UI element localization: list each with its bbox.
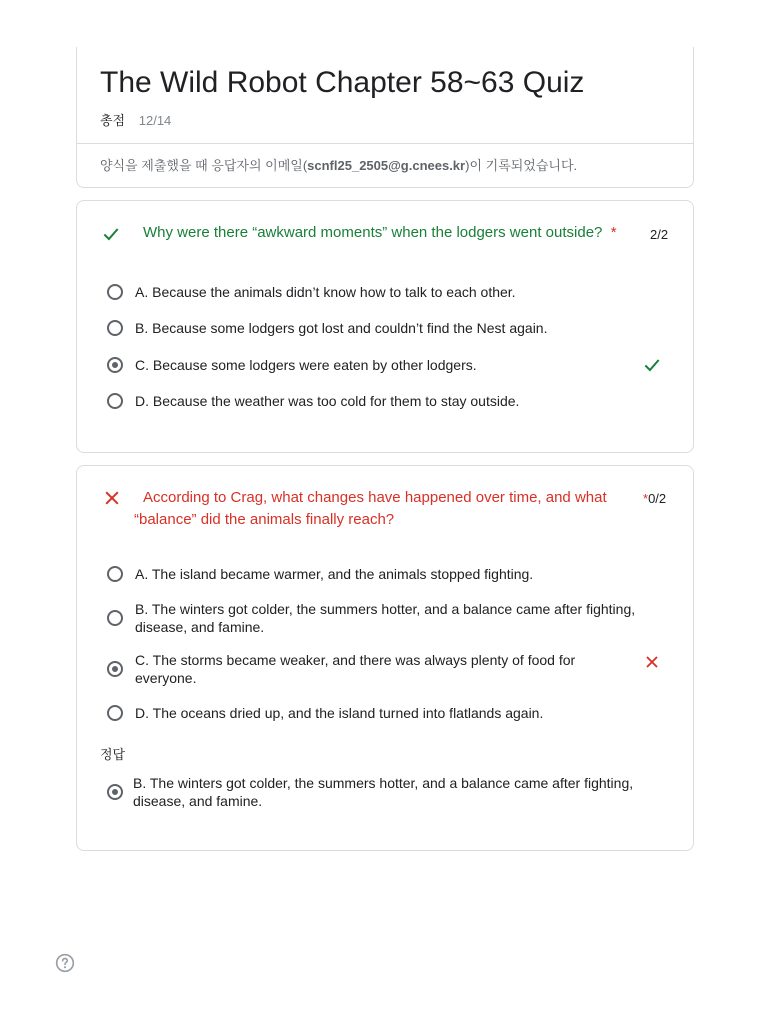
email-note — [100, 155, 577, 174]
radio-button[interactable] — [107, 320, 123, 336]
check-icon — [101, 224, 121, 244]
option-a[interactable] — [107, 565, 637, 583]
email-note-prefix: 양식을 제출했을 때 응답자의 이메일( — [100, 158, 308, 173]
help-icon[interactable] — [55, 953, 75, 973]
required-mark: * — [610, 224, 617, 241]
email-note-suffix: )이 기록되었습니다. — [465, 158, 578, 173]
option-d[interactable] — [107, 392, 519, 410]
option-label: B. The winters got colder, the summers hotter, and a balance came after fighting, disease, and famine. — [135, 601, 636, 635]
radio-button-selected[interactable] — [107, 661, 123, 677]
option-d[interactable] — [107, 704, 637, 722]
score-label: 총점 — [100, 113, 126, 128]
option-b[interactable] — [107, 600, 652, 636]
option-c[interactable] — [107, 356, 477, 374]
correct-answer-label: 정답 — [100, 747, 126, 762]
option-b[interactable] — [107, 319, 547, 337]
radio-button[interactable] — [107, 705, 123, 721]
radio-button[interactable] — [107, 566, 123, 582]
question-title: According to Crag, what changes have happened over time, and what “balance” did the animals finally reach? — [134, 489, 607, 528]
form-header-card — [76, 47, 694, 188]
close-icon — [102, 488, 122, 508]
option-c[interactable] — [107, 651, 597, 687]
option-label: C. Because some lodgers were eaten by other lodgers. — [135, 357, 477, 373]
question-points: 2/2 — [650, 227, 669, 242]
form-title: The Wild Robot Chapter 58~63 Quiz — [100, 66, 585, 99]
radio-button-selected — [107, 784, 123, 800]
score-value: 12/14 — [138, 113, 172, 128]
required-mark: * — [643, 491, 649, 506]
option-label: D. Because the weather was too cold for them to stay outside. — [135, 393, 520, 409]
question-points — [643, 491, 666, 506]
close-icon — [642, 652, 662, 672]
question-card-2 — [76, 465, 694, 851]
question-text: Why were there “awkward moments” when the lodgers went outside? — [143, 224, 603, 241]
option-label: C. The storms became weaker, and there was always plenty of food for everyone. — [135, 652, 576, 686]
option-label: B. Because some lodgers got lost and couldn’t find the Nest again. — [135, 320, 548, 336]
radio-button[interactable] — [107, 610, 123, 626]
option-a[interactable] — [107, 283, 516, 301]
radio-button[interactable] — [107, 393, 123, 409]
option-label: A. The island became warmer, and the animals stopped fighting. — [135, 566, 534, 582]
respondent-email: scnfl25_2505@g.cnees.kr — [307, 158, 466, 173]
question-title — [143, 222, 637, 244]
header-divider — [77, 143, 693, 144]
check-icon — [642, 355, 662, 375]
question-card-1 — [76, 200, 694, 453]
option-label: D. The oceans dried up, and the island turned into flatlands again. — [135, 705, 544, 721]
points-value: 0/2 — [648, 491, 667, 506]
correct-answer — [107, 774, 652, 810]
radio-button-selected[interactable] — [107, 357, 123, 373]
radio-button[interactable] — [107, 284, 123, 300]
score-row — [100, 110, 171, 129]
correct-answer-text: B. The winters got colder, the summers hotter, and a balance came after fighting, disease, and famine. — [133, 775, 634, 809]
option-label: A. Because the animals didn’t know how to talk to each other. — [135, 284, 516, 300]
